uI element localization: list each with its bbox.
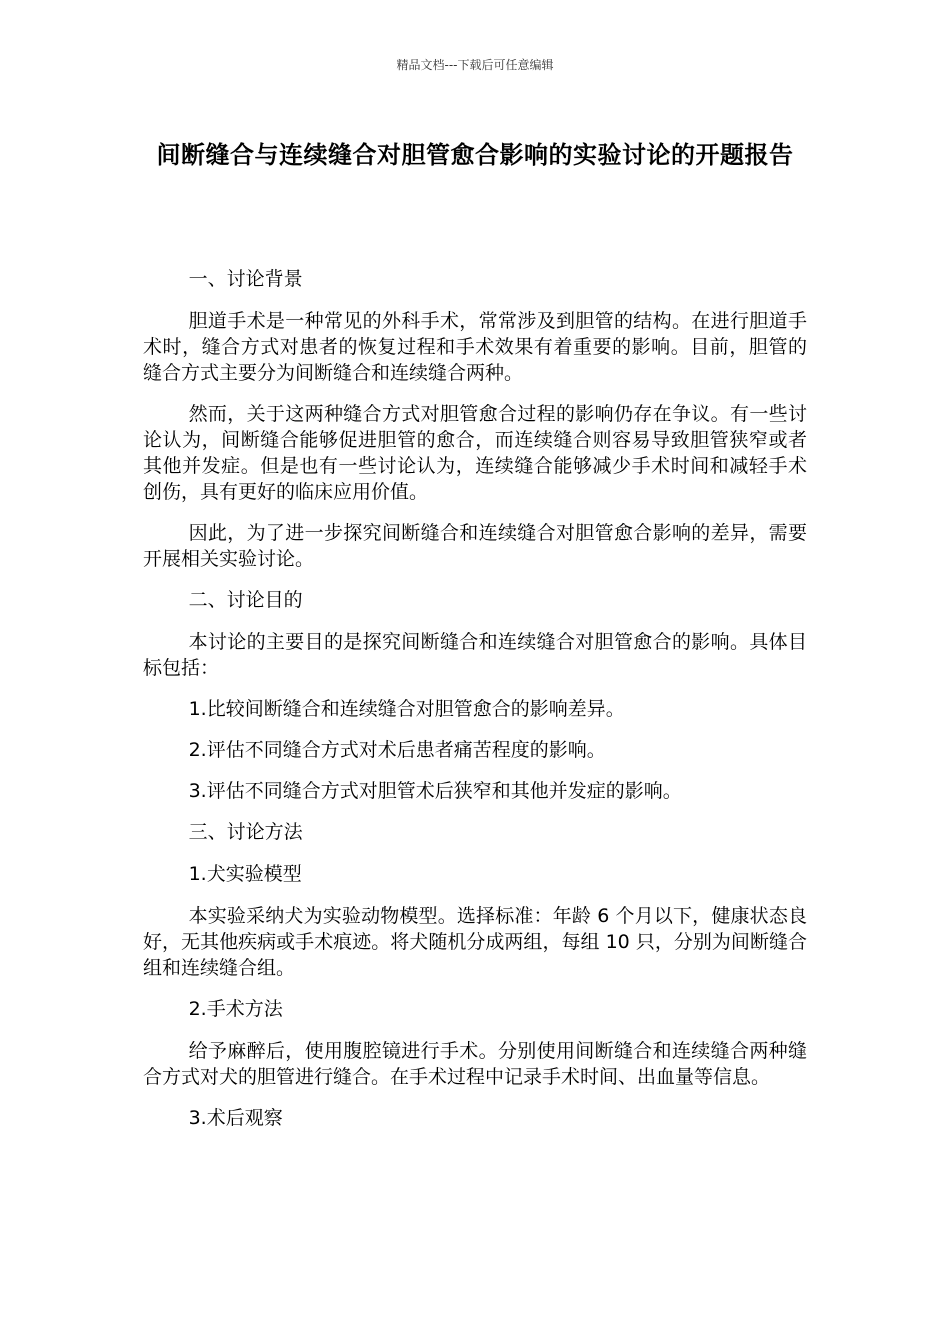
paragraph-background-conclusion: 因此，为了进一步探究间断缝合和连续缝合对胆管愈合影响的差异，需要开展相关实验讨论。: [143, 522, 807, 570]
paragraph-purpose-intro: 本讨论的主要目的是探究间断缝合和连续缝合对胆管愈合的影响。具体目标包括：: [143, 631, 807, 679]
paragraph-surgery-method: 给予麻醉后，使用腹腔镜进行手术。分别使用间断缝合和连续缝合两种缝合方式对犬的胆管进行缝合。在手术过程中记录手术时间、出血量等信息。: [143, 1040, 807, 1088]
paragraph-animal-model: 本实验采纳犬为实验动物模型。选择标准：年龄 6 个月以下，健康状态良好，无其他疾病或手术痕迹。将犬随机分成两组，每组 10 只，分别为间断缝合组和连续缝合组。: [143, 905, 807, 979]
list-item-goal-2: 2.评估不同缝合方式对术后患者痛苦程度的影响。: [188, 739, 606, 761]
paragraph-background-intro: 胆道手术是一种常见的外科手术，常常涉及到胆管的结构。在进行胆道手术时，缝合方式对患者的恢复过程和手术效果有着重要的影响。目前，胆管的缝合方式主要分为间断缝合和连续缝合两种。: [143, 310, 807, 384]
section-heading-background: 一、讨论背景: [188, 268, 303, 290]
subheading-postoperative-observation: 3.术后观察: [188, 1107, 283, 1129]
page-header: 精品文档---下载后可任意编辑: [396, 58, 554, 72]
list-item-goal-1: 1.比较间断缝合和连续缝合对胆管愈合的影响差异。: [188, 698, 625, 720]
subheading-animal-model: 1.犬实验模型: [188, 863, 302, 885]
document-title: 间断缝合与连续缝合对胆管愈合影响的实验讨论的开题报告: [156, 141, 794, 169]
section-heading-purpose: 二、讨论目的: [188, 589, 303, 611]
paragraph-background-controversy: 然而，关于这两种缝合方式对胆管愈合过程的影响仍存在争议。有一些讨论认为，间断缝合能够促进胆管的愈合，而连续缝合则容易导致胆管狭窄或者其他并发症。但是也有一些讨论认为，连续缝合能够减少手术时间和减轻手术创伤，具有更好的临床应用价值。: [143, 403, 807, 503]
list-item-goal-3: 3.评估不同缝合方式对胆管术后狭窄和其他并发症的影响。: [188, 780, 682, 802]
section-heading-methods: 三、讨论方法: [188, 821, 303, 843]
subheading-surgery-method: 2.手术方法: [188, 998, 283, 1020]
document-body: [143, 266, 807, 1147]
